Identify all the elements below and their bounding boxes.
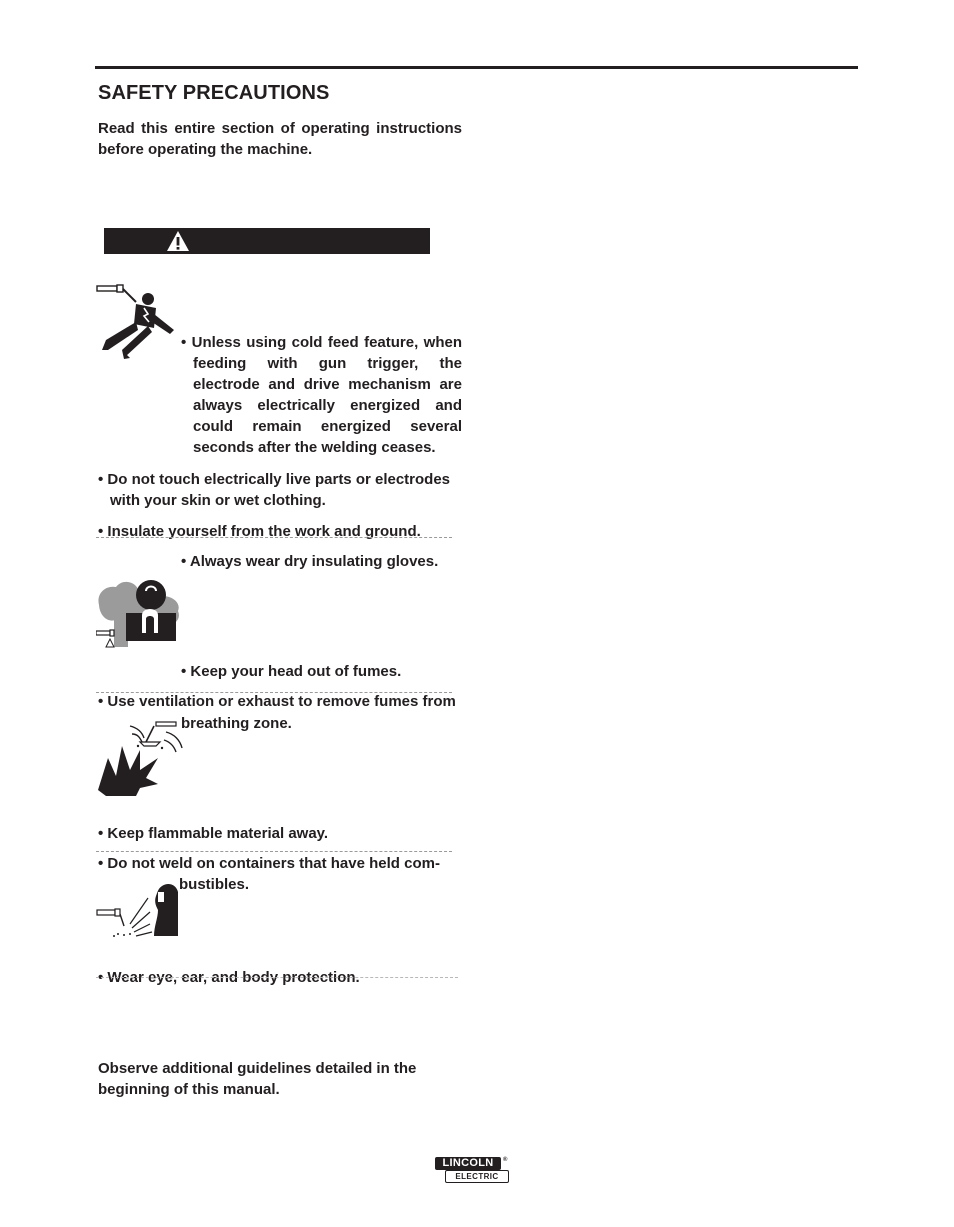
fire-item-2: • Do not weld on containers that have held com- (98, 855, 440, 872)
arc-item-1: • Wear eye, ear, and body protection. (98, 969, 360, 986)
warning-icon (166, 230, 190, 252)
electric-item-3: • Always wear dry insulating gloves. (181, 553, 439, 570)
fumes-icon (96, 577, 182, 649)
page-title: SAFETY PRECAUTIONS (98, 82, 330, 104)
fumes-item-1: • Keep your head out of fumes. (181, 663, 402, 680)
warning-banner (104, 228, 430, 254)
divider-1 (96, 537, 452, 538)
fire-item-1: • Keep flammable material away. (98, 825, 329, 842)
fumes-item-3: breathing zone. (181, 715, 292, 732)
electric-warning-bullet: • Unless using cold feed feature, when feeding with gun trigger, the electrode and drive mechanism are always electrically energized and could remain energized several seconds after the welding ceases. (181, 334, 462, 456)
divider-4 (96, 977, 458, 978)
footer-note: Observe additional guidelines detailed in the beginning of this manual. (98, 1060, 417, 1098)
header-rule (95, 66, 858, 69)
electric-item-2: • Insulate yourself from the work and ground. (98, 523, 421, 540)
lincoln-electric-logo (435, 1157, 511, 1183)
electric-item-1: • Do not touch electrically live parts or electrodes with your skin or wet clothing. (98, 471, 451, 509)
logo-top-text: LINCOLN (435, 1157, 501, 1170)
fire-item-3: bustibles. (179, 876, 250, 893)
arc-rays-icon (96, 880, 182, 938)
intro-text: Read this entire section of operating instructions before operating the machine. (98, 120, 462, 158)
fire-explosion-icon (96, 718, 186, 798)
registered-mark-icon: ® (503, 1157, 508, 1163)
logo-bottom-text: ELECTRIC (445, 1170, 509, 1183)
fumes-item-2: • Use ventilation or exhaust to remove fumes from (98, 693, 456, 710)
divider-3 (96, 851, 452, 852)
electric-shock-icon (96, 284, 182, 366)
